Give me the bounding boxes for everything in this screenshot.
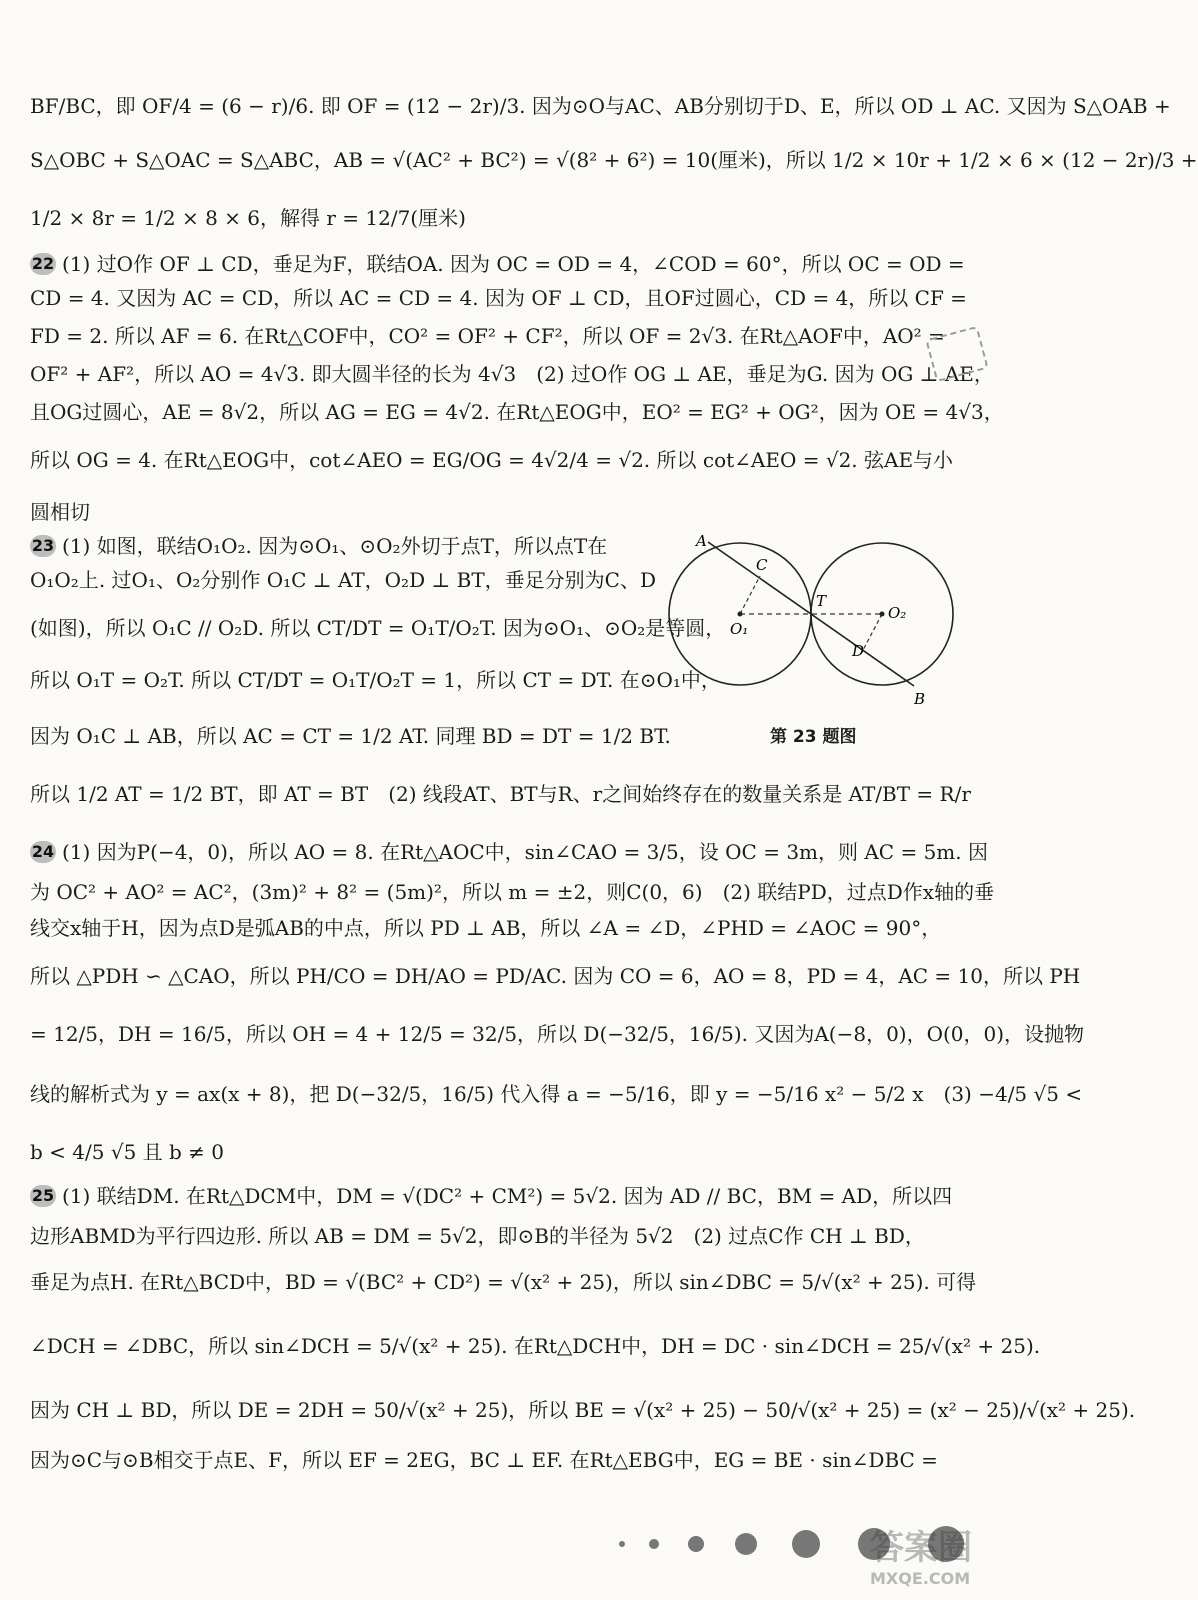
- decor-dot: [735, 1533, 757, 1555]
- text-line-22: 线的解析式为 y = ax(x + 8)，把 D(−32/5，16/5) 代入得 a = −5/16，即 y = −5/16 x² − 5/2 x (3) −4/5 √5 <: [30, 1082, 1083, 1106]
- text-line-13: (如图)，所以 O₁C // O₂D. 所以 CT/DT = O₁T/O₂T. 因为⊙O₁、⊙O₂是等圆，: [30, 616, 726, 640]
- question-24-line-1: [30, 838, 988, 866]
- question-number-badge: 25: [31, 1186, 55, 1205]
- point-o2: [880, 612, 885, 617]
- segment-o1c: [740, 576, 760, 614]
- text-line-16: 所以 1/2 AT = 1/2 BT，即 AT = BT (2) 线段AT、BT与R、r之间始终存在的数量关系是 AT/BT = R/r: [30, 782, 971, 806]
- segment-o2d: [862, 614, 882, 652]
- text-line-7: OF² + AF²，所以 AO = 4√3. 即大圆半径的长为 4√3 (2) 过O作 OG ⊥ AE，垂足为G. 因为 OG ⊥ AE，: [30, 362, 994, 386]
- text-line-26: 垂足为点H. 在Rt△BCD中，BD = √(BC² + CD²) = √(x² + 25)，所以 sin∠DBC = 5/√(x² + 25). 可得: [30, 1270, 977, 1294]
- watermark-text: 答案圈: [870, 1528, 972, 1568]
- text-line-25: 边形ABMD为平行四边形. 所以 AB = DM = 5√2，即⊙B的半径为 5√2 (2) 过点C作 CH ⊥ BD，: [30, 1224, 925, 1248]
- text-line-28: 因为 CH ⊥ BD，所以 DE = 2DH = 50/√(x² + 25)，所以 BE = √(x² + 25) − 50/√(x² + 25) = (x² − 25)/√(x² + 25).: [30, 1398, 1136, 1422]
- text-line-20: 所以 △PDH ∽ △CAO，所以 PH/CO = DH/AO = PD/AC. 因为 CO = 6，AO = 8，PD = 4，AC = 10，所以 PH: [30, 964, 1081, 988]
- text-line-14: 所以 O₁T = O₂T. 所以 CT/DT = O₁T/O₂T = 1，所以 CT = DT. 在⊙O₁中，: [30, 668, 721, 692]
- tangent-circles-diagram: [676, 534, 968, 724]
- text-line-5: CD = 4. 又因为 AC = CD，所以 AC = CD = 4. 因为 OF ⊥ CD，且OF过圆心，CD = 4，所以 CF =: [30, 286, 967, 310]
- text-line-21: = 12/5，DH = 16/5，所以 OH = 4 + 12/5 = 32/5，所以 D(−32/5，16/5). 又因为A(−8，0)，O(0，0)，设抛物: [30, 1022, 1085, 1046]
- decor-dot: [688, 1536, 704, 1552]
- question-23-line-1: [30, 532, 670, 560]
- point-o1: [738, 612, 743, 617]
- label-a: A: [696, 532, 707, 550]
- text-line-11: (1) 如图，联结O₁O₂. 因为⊙O₁、⊙O₂外切于点T，所以点T在: [62, 534, 608, 558]
- label-b: B: [914, 690, 926, 708]
- text-line-12: O₁O₂上. 过O₁、O₂分别作 O₁C ⊥ AT，O₂D ⊥ BT，垂足分别为C、D: [30, 568, 657, 592]
- question-number-badge: 22: [31, 254, 55, 273]
- text-line-1: BF/BC，即 OF/4 = (6 − r)/6. 即 OF = (12 − 2r)/3. 因为⊙O与AC、AB分别切于D、E，所以 OD ⊥ AC. 又因为 S△OAB +: [30, 94, 1171, 118]
- label-t: T: [816, 592, 827, 610]
- label-o1: O₁: [730, 620, 749, 638]
- text-line-19: 线交x轴于H，因为点D是弧AB的中点，所以 PD ⊥ AB，所以 ∠A = ∠D，∠PHD = ∠AOC = 90°，: [30, 916, 942, 940]
- figure-23: [676, 534, 968, 744]
- label-c: C: [756, 556, 768, 574]
- text-line-2: S△OBC + S△OAC = S△ABC，AB = √(AC² + BC²) = √(8² + 6²) = 10(厘米)，所以 1/2 × 10r + 1/2 × 6 × (12 − 2r)/3 +: [30, 148, 1198, 172]
- text-line-9: 所以 OG = 4. 在Rt△EOG中，cot∠AEO = EG/OG = 4√2/4 = √2. 所以 cot∠AEO = √2. 弦AE与小: [30, 448, 954, 472]
- text-line-10: 圆相切: [30, 500, 90, 524]
- watermark-sub: MXQE.COM: [870, 1569, 971, 1588]
- question-22-line-1: [30, 250, 970, 278]
- text-line-18: 为 OC² + AO² = AC²，(3m)² + 8² = (5m)²，所以 m = ±2，则C(0，6) (2) 联结PD，过点D作x轴的垂: [30, 880, 995, 904]
- text-line-27: ∠DCH = ∠DBC，所以 sin∠DCH = 5/√(x² + 25). 在Rt△DCH中，DH = DC · sin∠DCH = 25/√(x² + 25).: [30, 1334, 1041, 1358]
- decor-dot: [792, 1530, 820, 1558]
- question-number-badge: 24: [31, 842, 55, 861]
- text-line-29: 因为⊙C与⊙B相交于点E、F，所以 EF = 2EG，BC ⊥ EF. 在Rt△EBG中，EG = BE · sin∠DBC =: [30, 1448, 938, 1472]
- text-line-4: (1) 过O作 OF ⊥ CD，垂足为F，联结OA. 因为 OC = OD = 4，∠COD = 60°，所以 OC = OD =: [62, 252, 965, 276]
- question-number-badge: 23: [31, 536, 55, 555]
- figure-caption: 第 23 题图: [770, 727, 857, 747]
- decor-dot: [619, 1541, 625, 1547]
- text-line-3: 1/2 × 8r = 1/2 × 8 × 6，解得 r = 12/7(厘米): [30, 206, 466, 230]
- label-d: D: [852, 642, 865, 660]
- text-line-24: (1) 联结DM. 在Rt△DCM中，DM = √(DC² + CM²) = 5√2. 因为 AD // BC，BM = AD，所以四: [62, 1184, 953, 1208]
- decor-dot: [649, 1539, 659, 1549]
- text-line-17: (1) 因为P(−4，0)，所以 AO = 8. 在Rt△AOC中，sin∠CAO = 3/5，设 OC = 3m，则 AC = 5m. 因: [62, 840, 988, 864]
- text-line-15: 因为 O₁C ⊥ AB，所以 AC = CT = 1/2 AT. 同理 BD = DT = 1/2 BT.: [30, 724, 671, 748]
- text-line-8: 且OG过圆心，AE = 8√2，所以 AG = EG = 4√2. 在Rt△EOG中，EO² = EG² + OG²，因为 OE = 4√3，: [30, 400, 1004, 424]
- question-25-line-1: [30, 1182, 970, 1210]
- text-line-6: FD = 2. 所以 AF = 6. 在Rt△COF中，CO² = OF² + CF²，所以 OF = 2√3. 在Rt△AOF中，AO² =: [30, 324, 945, 348]
- label-o2: O₂: [888, 604, 907, 622]
- text-line-23: b < 4/5 √5 且 b ≠ 0: [30, 1140, 225, 1164]
- watermark-logo: [870, 1520, 972, 1588]
